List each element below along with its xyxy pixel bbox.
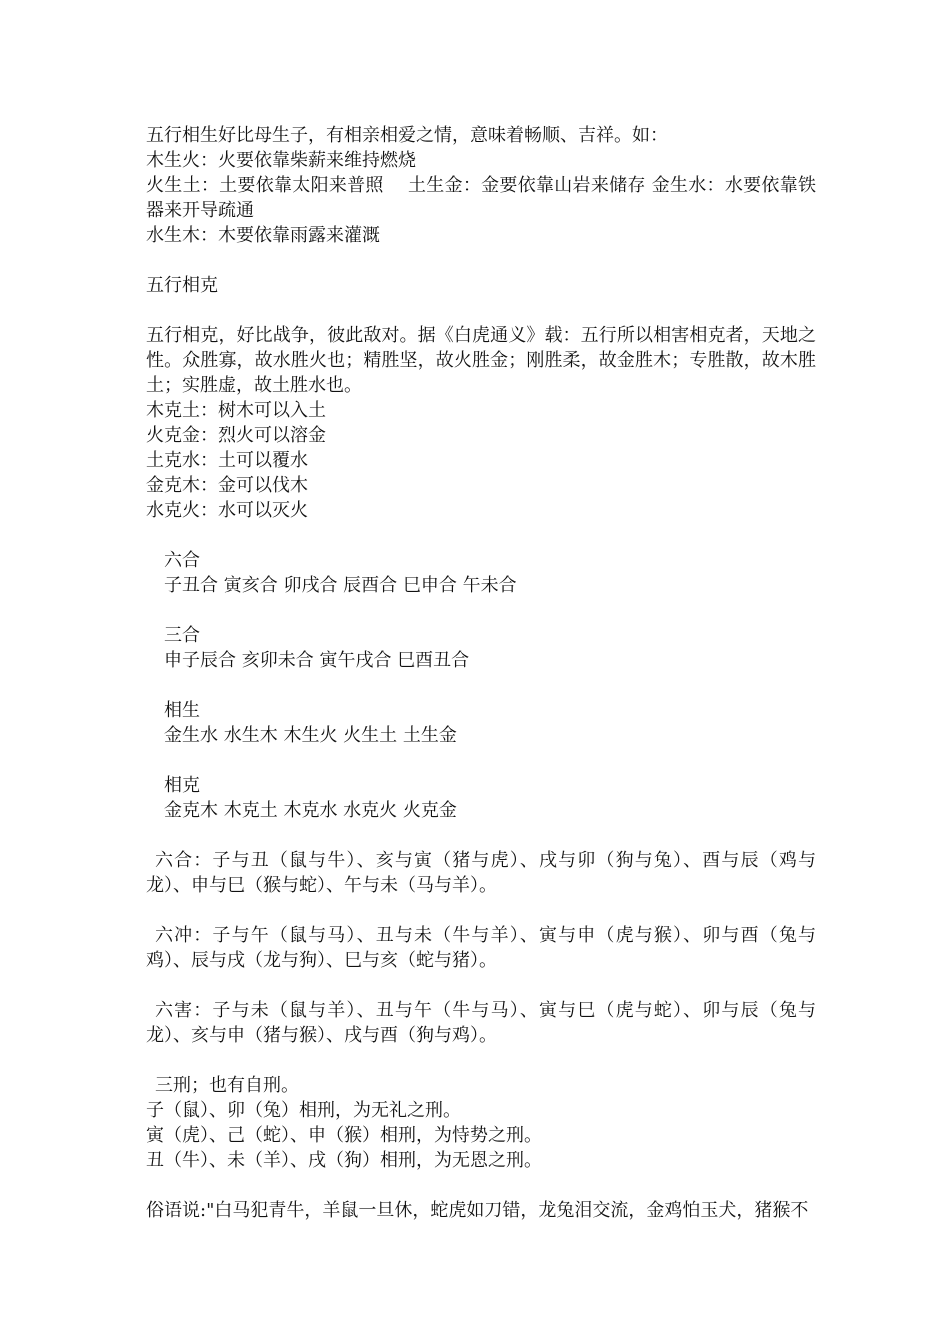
liuchong-detail-paragraph: 六冲：子与午（鼠与马）、丑与未（牛与羊）、寅与申（虎与猴）、卯与酉（兔与鸡）、辰与戌（龙与狗）、巳与亥（蛇与猪）。 — [146, 925, 816, 971]
sanhe-list: 申子辰合 亥卯未合 寅午戌合 巳酉丑合 — [164, 650, 470, 671]
document-page — [146, 123, 816, 1223]
ke-line: 金克木：金可以伐木 — [146, 475, 308, 496]
sanxing-line: 子（鼠）、卯（兔）相刑，为无礼之刑。 — [146, 1100, 461, 1121]
xiangke-list: 金克木 木克土 木克水 水克火 火克金 — [164, 800, 457, 821]
xiangsheng-title: 相生 — [164, 700, 200, 721]
sheng-line: 火生土：土要依靠太阳来普照 土生金：金要依靠山岩来储存 金生水：水要依靠铁器来开导疏通 — [146, 175, 816, 221]
xiangsheng-list: 金生水 水生木 木生火 火生土 土生金 — [164, 725, 457, 746]
sheng-intro: 五行相生好比母生子，有相亲相爱之情，意味着畅顺、吉祥。如： — [146, 125, 668, 146]
liuhai-detail-paragraph: 六害：子与未（鼠与羊）、丑与午（牛与马）、寅与巳（虎与蛇）、卯与辰（兔与龙）、亥与申（猪与猴）、戌与酉（狗与鸡）。 — [146, 1000, 816, 1046]
liuhe-list: 子丑合 寅亥合 卯戌合 辰酉合 巳申合 午未合 — [164, 575, 517, 596]
liuhe-title: 六合 — [164, 550, 200, 571]
liuhe-detail-paragraph: 六合：子与丑（鼠与牛）、亥与寅（猪与虎）、戌与卯（狗与兔）、酉与辰（鸡与龙）、申与巳（猴与蛇）、午与未（马与羊）。 — [146, 850, 816, 896]
sanxing-line: 丑（牛）、未（羊）、戌（狗）相刑，为无恩之刑。 — [146, 1150, 542, 1171]
ke-line: 木克土：树木可以入土 — [146, 400, 326, 421]
sanhe-title: 三合 — [164, 625, 200, 646]
ke-intro-paragraph: 五行相克，好比战争，彼此敌对。据《白虎通义》载：五行所以相害相克者，天地之性。众胜寡，故水胜火也；精胜坚，故火胜金；刚胜柔，故金胜木；专胜散，故木胜土；实胜虚，故土胜水也。 — [146, 325, 816, 396]
sanxing-title: 三刑；也有自刑。 — [155, 1075, 299, 1096]
proverb-line: 俗语说:"白马犯青牛，羊鼠一旦休，蛇虎如刀错，龙兔泪交流，金鸡怕玉犬，猪猴不 — [146, 1200, 809, 1221]
ke-line: 水克火：水可以灭火 — [146, 500, 308, 521]
section-heading: 五行相克 — [146, 275, 218, 296]
sanxing-line: 寅（虎）、己（蛇）、申（猴）相刑，为恃势之刑。 — [146, 1125, 542, 1146]
sheng-line: 木生火：火要依靠柴薪来维持燃烧 — [146, 150, 416, 171]
ke-line: 火克金：烈火可以溶金 — [146, 425, 326, 446]
sheng-line: 水生木：木要依靠雨露来灌溉 — [146, 225, 380, 246]
ke-line: 土克水：土可以覆水 — [146, 450, 308, 471]
xiangke-title: 相克 — [164, 775, 200, 796]
